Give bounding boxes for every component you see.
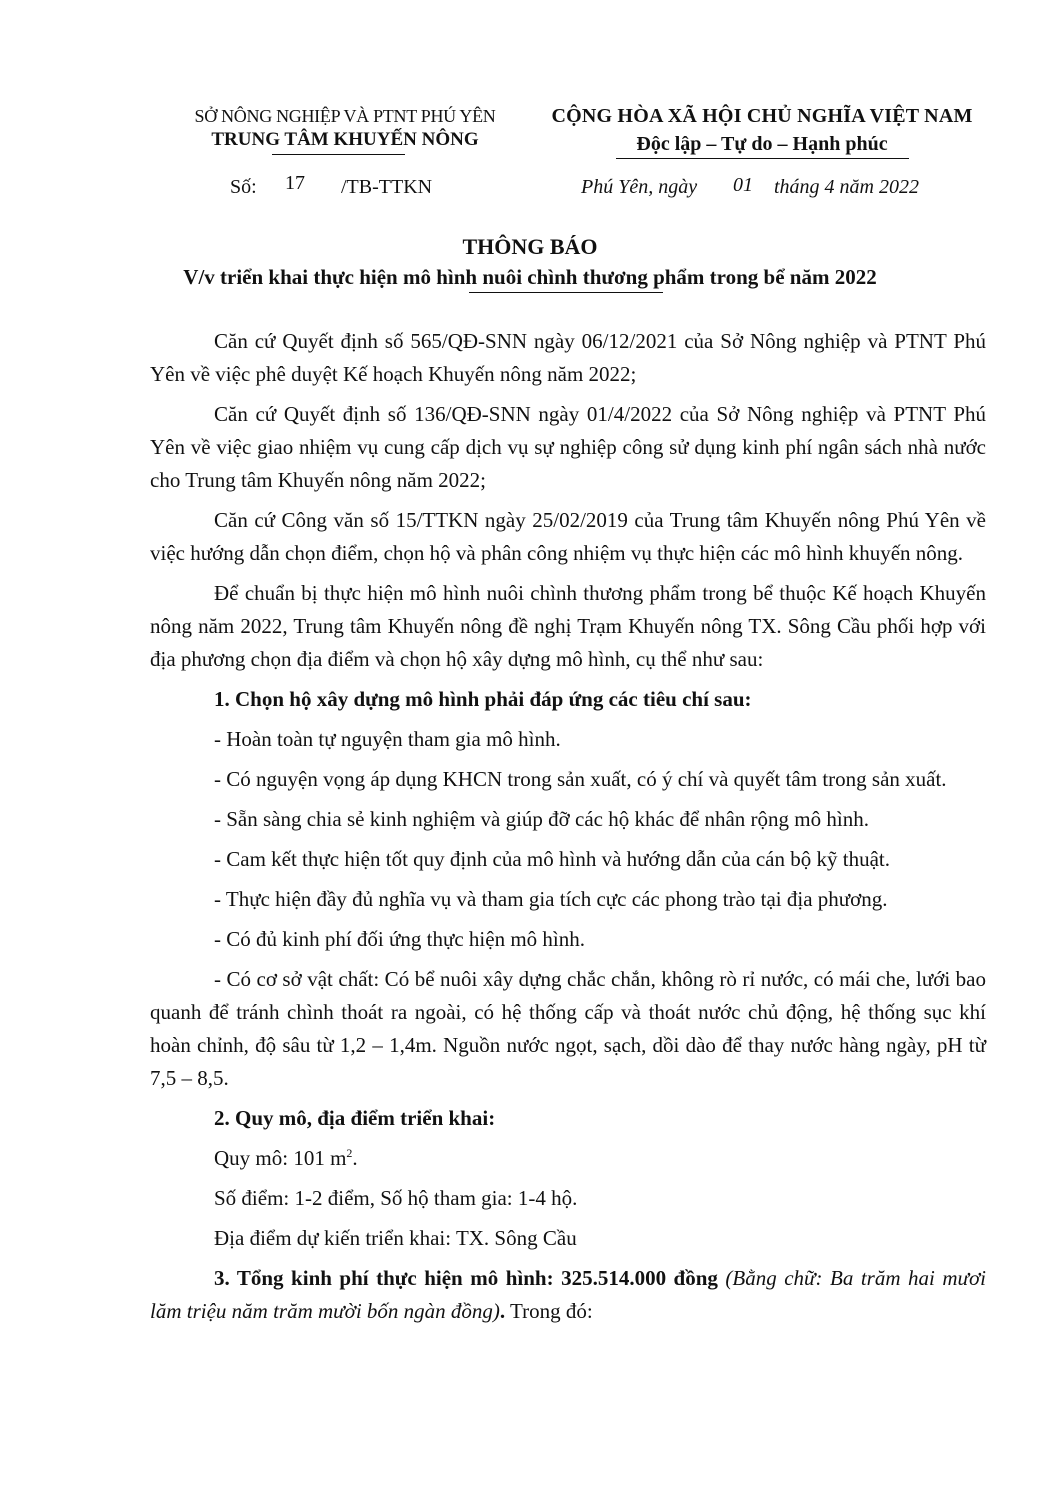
title-main: THÔNG BÁO <box>462 234 598 259</box>
date-place: Phú Yên, ngày <box>581 176 698 198</box>
scale-text: Quy mô: 101 m <box>214 1146 347 1170</box>
date-day: 01 <box>733 174 753 196</box>
section-3-heading: 3. Tổng kinh phí thực hiện mô hình: 325.514.000 đồng <box>214 1266 718 1290</box>
title-subject: V/v triển khai thực hiện mô hình nuôi chình thương phẩm trong bể năm 2022 <box>183 265 877 289</box>
parent-agency: SỞ NÔNG NGHIỆP VÀ PTNT PHÚ YÊN <box>194 106 496 126</box>
location-line: Địa điểm dự kiến triển khai: TX. Sông Cầu <box>214 1226 577 1250</box>
title-underline <box>469 292 663 293</box>
agency-name: TRUNG TÂM KHUYẾN NÔNG <box>211 129 479 150</box>
section-1-heading: 1. Chọn hộ xây dựng mô hình phải đáp ứng các tiêu chí sau: <box>214 687 752 711</box>
issuing-agency <box>160 104 530 152</box>
national-motto: Độc lập – Tự do – Hạnh phúc <box>636 133 888 155</box>
sites-line: Số điểm: 1-2 điểm, Số hộ tham gia: 1-4 hộ. <box>214 1186 578 1210</box>
section-3-tail: Trong đó: <box>505 1299 593 1323</box>
section-3-paragraph <box>150 1262 986 1328</box>
section-2-heading: 2. Quy mô, địa điểm triển khai: <box>214 1106 496 1130</box>
criterion-item: - Có đủ kinh phí đối ứng thực hiện mô hình. <box>214 927 585 951</box>
basis-paragraph-2: Căn cứ Quyết định số 136/QĐ-SNN ngày 01/4/2022 của Sở Nông nghiệp và PTNT Phú Yên về việc giao nhiệm vụ cung cấp dịch vụ sự nghiệp công sử dụng kinh phí ngân sách nhà nước cho Trung tâm Khuyến nông năm 2022; <box>150 402 986 492</box>
basis-paragraph-1: Căn cứ Quyết định số 565/QĐ-SNN ngày 06/12/2021 của Sở Nông nghiệp và PTNT Phú Yên về việc phê duyệt Kế hoạch Khuyến nông năm 2022; <box>150 329 986 386</box>
national-header <box>533 102 991 158</box>
doc-number-suffix: /TB-TTKN <box>341 176 433 198</box>
criterion-item: - Có cơ sở vật chất: Có bể nuôi xây dựng chắc chắn, không rò rỉ nước, có mái che, lưới bao quanh để tránh chình thoát ra ngoài, có hệ thống cấp và thoát nước chủ động, hệ thống sục khí hoàn chỉnh, độ sâu từ 1,2 – 1,4m. Nguồn nước ngọt, sạch, dồi dào để thay nước hàng ngày, pH từ 7,5 – 8,5. <box>150 967 986 1090</box>
criterion-item: - Cam kết thực hiện tốt quy định của mô hình và hướng dẫn của cán bộ kỹ thuật. <box>214 847 890 871</box>
intro-paragraph: Để chuẩn bị thực hiện mô hình nuôi chình thương phẩm trong bể thuộc Kế hoạch Khuyến nông năm 2022, Trung tâm Khuyến nông đề nghị Trạm Khuyến nông TX. Sông Cầu phối hợp với địa phương chọn địa điểm và chọn hộ xây dựng mô hình, cụ thể như sau: <box>150 581 986 671</box>
agency-underline <box>272 154 405 155</box>
basis-paragraph-3: Căn cứ Công văn số 15/TTKN ngày 25/02/2019 của Trung tâm Khuyến nông Phú Yên về việc hướng dẫn chọn điểm, chọn hộ và phân công nhiệm vụ thực hiện các mô hình khuyến nông. <box>150 508 986 565</box>
criterion-item: - Sẵn sàng chia sẻ kinh nghiệm và giúp đỡ các hộ khác để nhân rộng mô hình. <box>214 807 869 831</box>
motto-underline <box>616 158 909 159</box>
criterion-item: - Thực hiện đầy đủ nghĩa vụ và tham gia tích cực các phong trào tại địa phương. <box>214 887 888 911</box>
doc-number-prefix: Số: <box>230 176 257 198</box>
amount-in-words: (Bằng chữ: Ba trăm hai mươi lăm triệu năm trăm mười bốn ngàn đồng) <box>150 1266 986 1323</box>
nation-name: CỘNG HÒA XÃ HỘI CHỦ NGHĨA VIỆT NAM <box>551 105 973 127</box>
scale-end: . <box>352 1146 358 1170</box>
document-title <box>120 232 940 292</box>
scale-superscript: 2 <box>346 1146 353 1160</box>
criterion-item: - Hoàn toàn tự nguyện tham gia mô hình. <box>214 727 561 751</box>
doc-number-value: 17 <box>285 172 305 194</box>
criterion-item: - Có nguyện vọng áp dụng KHCN trong sản xuất, có ý chí và quyết tâm trong sản xuất. <box>214 767 947 791</box>
document-body <box>150 325 986 1335</box>
date-month-year: tháng 4 năm 2022 <box>774 176 919 198</box>
section-3-dot: . <box>499 1299 506 1323</box>
scale-line <box>150 1142 986 1175</box>
